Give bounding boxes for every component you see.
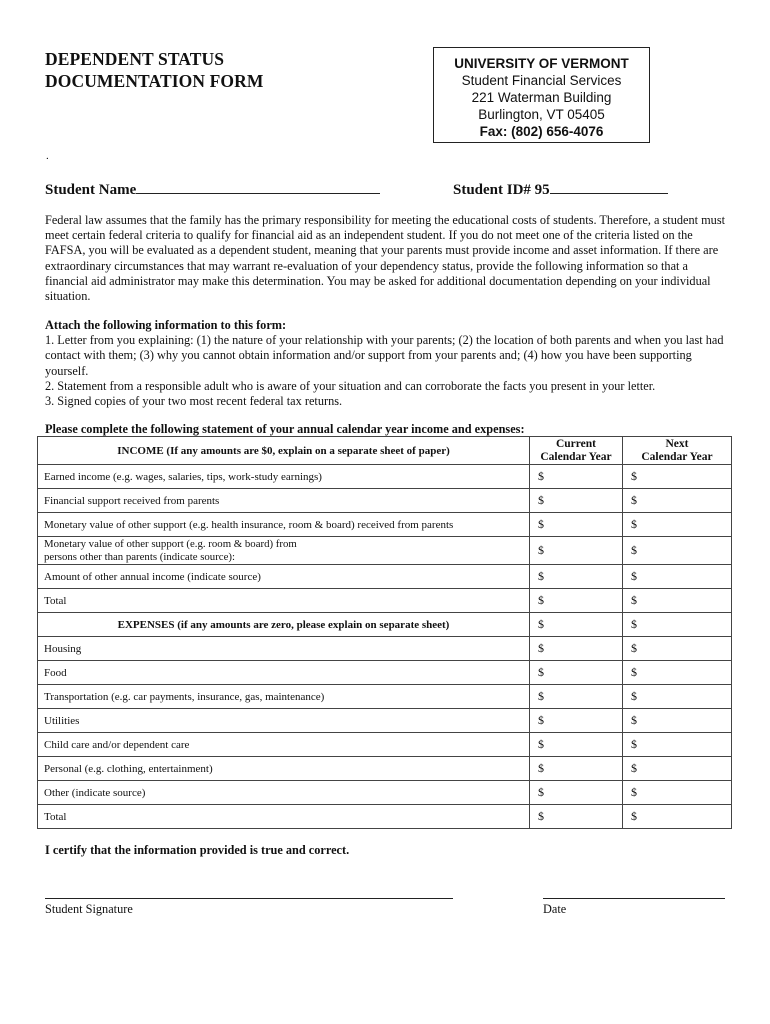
date-line[interactable]	[543, 898, 725, 899]
signature-label: Student Signature	[45, 902, 133, 916]
attach-item-2: 2. Statement from a responsible adult who is aware of your situation and can corroborate the facts you present in your letter.	[45, 378, 656, 393]
income-expenses-table	[37, 436, 732, 829]
row-label: Other (indicate source)	[38, 781, 530, 805]
current-amount-field[interactable]: $	[530, 465, 623, 489]
row-label: Utilities	[38, 709, 530, 733]
student-id-line[interactable]	[550, 179, 668, 194]
current-amount-field[interactable]: $	[530, 709, 623, 733]
expenses-header: EXPENSES (if any amounts are zero, please explain on separate sheet)	[38, 613, 530, 637]
street-address: 221 Waterman Building	[471, 90, 612, 105]
attach-item-1: 1. Letter from you explaining: (1) the nature of your relationship with your parents; (2) the location of both parents and when you last had contact with them; (3) why you cannot obtain information and/or support from your parents and; (4) how you have been supporting yourself.	[45, 333, 724, 378]
current-amount-field[interactable]: $	[530, 637, 623, 661]
row-label: Total	[38, 589, 530, 613]
row-label: Transportation (e.g. car payments, insurance, gas, maintenance)	[38, 685, 530, 709]
row-label: Food	[38, 661, 530, 685]
table-row	[38, 685, 732, 709]
table-row	[38, 709, 732, 733]
next-amount-field[interactable]: $	[623, 733, 732, 757]
table-row	[38, 805, 732, 829]
next-amount-field[interactable]: $	[623, 589, 732, 613]
current-amount-field[interactable]: $	[530, 781, 623, 805]
next-year-header	[623, 437, 732, 465]
row-label: Amount of other annual income (indicate source)	[38, 565, 530, 589]
next-amount-field[interactable]: $	[623, 661, 732, 685]
row-label: Personal (e.g. clothing, entertainment)	[38, 757, 530, 781]
intro-paragraph	[45, 213, 727, 304]
current-amount-field[interactable]: $	[530, 613, 623, 637]
university-name: UNIVERSITY OF VERMONT	[454, 56, 629, 71]
current-amount-field[interactable]: $	[530, 685, 623, 709]
current-amount-field[interactable]: $	[530, 589, 623, 613]
university-address-box	[433, 47, 650, 143]
table-row	[38, 781, 732, 805]
fax-number: Fax: (802) 656-4076	[479, 124, 604, 139]
table-row	[38, 489, 732, 513]
stray-dot: .	[46, 150, 49, 162]
next-amount-field[interactable]: $	[623, 513, 732, 537]
next-amount-field[interactable]: $	[623, 781, 732, 805]
current-amount-field[interactable]: $	[530, 661, 623, 685]
attach-item-3: 3. Signed copies of your two most recent federal tax returns.	[45, 394, 343, 409]
attach-section	[45, 318, 727, 409]
row-label: Child care and/or dependent care	[38, 733, 530, 757]
form-title	[45, 48, 263, 92]
row-label: Monetary value of other support (e.g. health insurance, room & board) received from parents	[38, 513, 530, 537]
row-label: Total	[38, 805, 530, 829]
next-header-line1: Next	[665, 437, 689, 450]
department-name: Student Financial Services	[461, 73, 622, 88]
next-amount-field[interactable]: $	[623, 565, 732, 589]
next-amount-field[interactable]: $	[623, 757, 732, 781]
student-id-field[interactable]	[453, 179, 668, 199]
table-row	[38, 589, 732, 613]
row-label: Housing	[38, 637, 530, 661]
current-header-line2: Calendar Year	[540, 450, 612, 463]
intro-text: Federal law assumes that the family has the primary responsibility for meeting the educational costs of students. Therefore, a student must meet certain federal criteria to qualify for financial aid as an independent student. If you do not meet one of the criteria listed on the FAFSA, you will be evaluated as a dependent student, meaning that your parents must provide income and asset information. If there are extraordinary circumstances that may warrant re-evaluation of your dependency status, provide the following information so that a financial aid administrator may make this determination. You may be asked for additional documentation depending on your individual situation.	[45, 213, 726, 304]
current-amount-field[interactable]: $	[530, 805, 623, 829]
table-row	[38, 565, 732, 589]
table-row	[38, 733, 732, 757]
row-label: Earned income (e.g. wages, salaries, tips, work-study earnings)	[38, 465, 530, 489]
statement-heading: Please complete the following statement of your annual calendar year income and expenses:	[45, 422, 525, 436]
next-amount-field[interactable]: $	[623, 613, 732, 637]
income-header: INCOME (If any amounts are $0, explain on a separate sheet of paper)	[38, 437, 530, 465]
date-label: Date	[543, 902, 567, 916]
city-address: Burlington, VT 05405	[478, 107, 605, 122]
next-amount-field[interactable]: $	[623, 709, 732, 733]
next-header-line2: Calendar Year	[641, 450, 713, 463]
next-amount-field[interactable]: $	[623, 489, 732, 513]
next-amount-field[interactable]: $	[623, 537, 732, 565]
current-amount-field[interactable]: $	[530, 489, 623, 513]
expenses-header-row	[38, 613, 732, 637]
attach-heading: Attach the following information to this form:	[45, 318, 287, 332]
signature-line[interactable]	[45, 898, 453, 899]
current-amount-field[interactable]: $	[530, 513, 623, 537]
income-header-row	[38, 437, 732, 465]
table-row	[38, 465, 732, 489]
form-title-line1: DEPENDENT STATUS	[45, 49, 225, 69]
current-header-line1: Current	[555, 437, 597, 450]
student-name-field[interactable]	[45, 179, 380, 199]
current-amount-field[interactable]: $	[530, 733, 623, 757]
current-amount-field[interactable]: $	[530, 757, 623, 781]
student-name-line[interactable]	[136, 179, 380, 194]
next-amount-field[interactable]: $	[623, 465, 732, 489]
table-row	[38, 513, 732, 537]
certification-statement: I certify that the information provided is true and correct.	[45, 843, 350, 857]
student-id-label: Student ID# 95	[453, 182, 550, 198]
table-row	[38, 757, 732, 781]
form-title-line2: DOCUMENTATION FORM	[45, 71, 264, 91]
current-amount-field[interactable]: $	[530, 565, 623, 589]
table-row	[38, 637, 732, 661]
current-year-header	[530, 437, 623, 465]
table-row	[38, 537, 732, 565]
table-row	[38, 661, 732, 685]
next-amount-field[interactable]: $	[623, 637, 732, 661]
current-amount-field[interactable]: $	[530, 537, 623, 565]
student-name-label: Student Name	[45, 182, 137, 198]
next-amount-field[interactable]: $	[623, 685, 732, 709]
row-label: Financial support received from parents	[38, 489, 530, 513]
next-amount-field[interactable]: $	[623, 805, 732, 829]
row-label: Monetary value of other support (e.g. room & board) from persons other than parents (indicate source):	[38, 537, 530, 565]
